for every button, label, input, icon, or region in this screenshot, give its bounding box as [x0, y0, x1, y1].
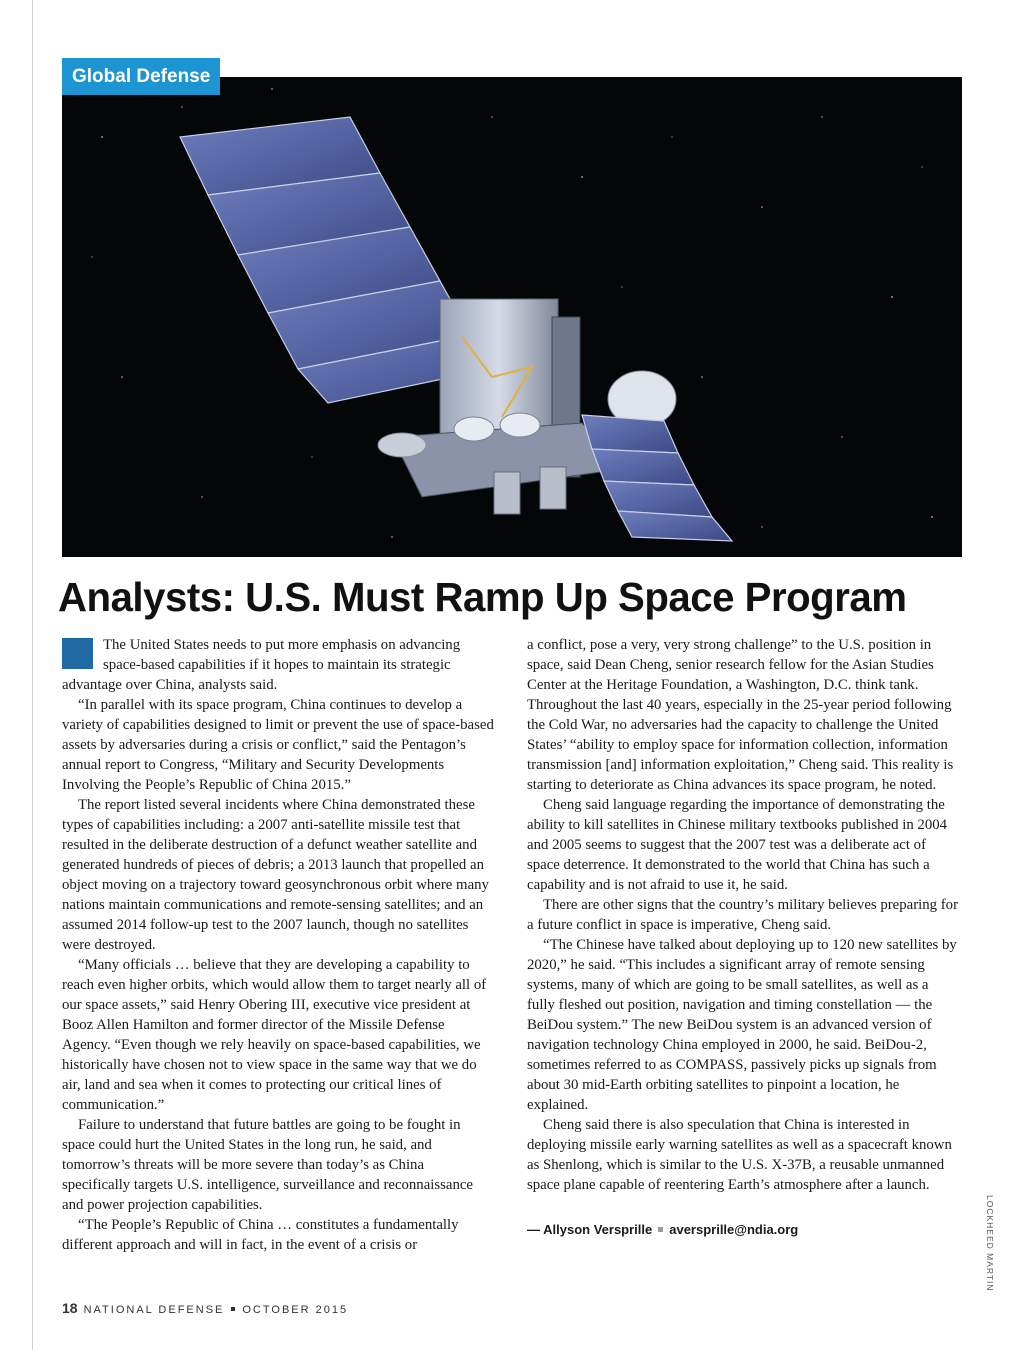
- paragraph: “The People’s Republic of China … constitutes a fundamentally different approach and will in fact, in the event of a crisis or: [62, 1217, 459, 1253]
- paragraph: “Many officials … believe that they are developing a capability to reach even higher orbits, which would allow them to target nearly all of our space assets,” said Henry Obering III, executive vice president at Booz Allen Hamilton and former director of the Missile Defense Agency. “Even though we rely heavily on space-based capabilities, we historically have chosen not to view space in the same way that we do air, land and sea when it comes to protecting our critical lines of communication.”: [62, 957, 487, 1113]
- publication-name: NATIONAL DEFENSE: [83, 1304, 225, 1316]
- issue-date: OCTOBER 2015: [242, 1304, 349, 1316]
- paragraph: There are other signs that the country’s military believes preparing for a future conflict in space is imperative, Cheng said.: [527, 897, 958, 933]
- hero-image-satellite: [62, 77, 962, 557]
- paragraph: Failure to understand that future battles are going to be fought in space could hurt the United States in the long run, he said, and tomorrow’s threats will be more severe than today’s as China specifically targets U.S. intelligence, surveillance and reconnaissance and power projection capabilities.: [62, 1117, 474, 1213]
- author-signature: [527, 1221, 959, 1239]
- footer-separator: [231, 1307, 235, 1311]
- page-margin-rule: [32, 0, 33, 1350]
- article-column-left: [62, 635, 494, 1255]
- paragraph: “In parallel with its space program, China continues to develop a variety of capabilities designed to limit or prevent the use of space-based assets by adversaries during a crisis or conflict,” said the Pentagon’s annual report to Congress, “Military and Security Developments Involving the People’s Republic of China 2015.”: [62, 697, 494, 793]
- author-name: — Allyson Versprille: [527, 1222, 653, 1237]
- paragraph: “The Chinese have talked about deploying up to 120 new satellites by 2020,” he said. “This includes a significant array of remote sensing systems, many of which are going to be small satellites, as well as a fully fleshed out position, navigation and timing constellation — the BeiDou system.” The new BeiDou system is an advanced version of navigation technology China employed in 2000, he said. BeiDou-2, sometimes referred to as COMPASS, passively picks up signals from about 30 mid-Earth orbiting satellites to pinpoint a location, he explained.: [527, 937, 957, 1113]
- paragraph: The United States needs to put more emphasis on advancing space-based capabilities if it hopes to maintain its strategic advantage over China, analysts said.: [62, 637, 461, 693]
- article-column-right: [527, 635, 959, 1239]
- paragraph: The report listed several incidents where China demonstrated these types of capabilities including: a 2007 anti-satellite missile test that resulted in the deliberate destruction of a defunct weather satellite and generated hundreds of pieces of debris; a 2013 launch that propelled an object moving on a trajectory toward geosynchronous orbit where many nations maintain communications and remote-sensing satellites; and an assumed 2014 follow-up test to the 2007 launch, though no satellites were destroyed.: [62, 797, 489, 953]
- article-headline: Analysts: U.S. Must Ramp Up Space Program: [58, 574, 907, 620]
- dropcap-square: [62, 638, 93, 669]
- signature-separator: [658, 1227, 663, 1232]
- author-email[interactable]: aversprille@ndia.org: [669, 1222, 799, 1237]
- paragraph: Cheng said there is also speculation that China is interested in deploying missile early warning satellites as well as a spacecraft known as Shenlong, which is similar to the U.S. X-37B, a reusable unmanned space plane capable of reentering Earth’s atmosphere after a launch.: [527, 1117, 952, 1193]
- paragraph: Cheng said language regarding the importance of demonstrating the ability to kill satellites in Chinese military textbooks published in 2004 and 2005 seems to suggest that the 2007 test was a deliberate act of space deterrence. It demonstrated to the world that China has such a capability and is not afraid to use it, he said.: [527, 797, 948, 893]
- page-footer: [62, 1300, 348, 1316]
- page-number: 18: [62, 1300, 78, 1316]
- photo-credit: LOCKHEED MARTIN: [985, 1195, 995, 1292]
- section-tag: Global Defense: [62, 58, 220, 95]
- paragraph: a conflict, pose a very, very strong challenge” to the U.S. position in space, said Dean Cheng, senior research fellow for the Asian Studies Center at the Heritage Foundation, a Washington, D.C. think tank. Throughout the last 40 years, especially in the 25-year period following the Cold War, no adversaries had the capacity to challenge the United States’ “ability to employ space for information collection, information transmission [and] information exploitation,” Cheng said. This reality is starting to deteriorate as China advances its space program, he noted.: [527, 637, 954, 793]
